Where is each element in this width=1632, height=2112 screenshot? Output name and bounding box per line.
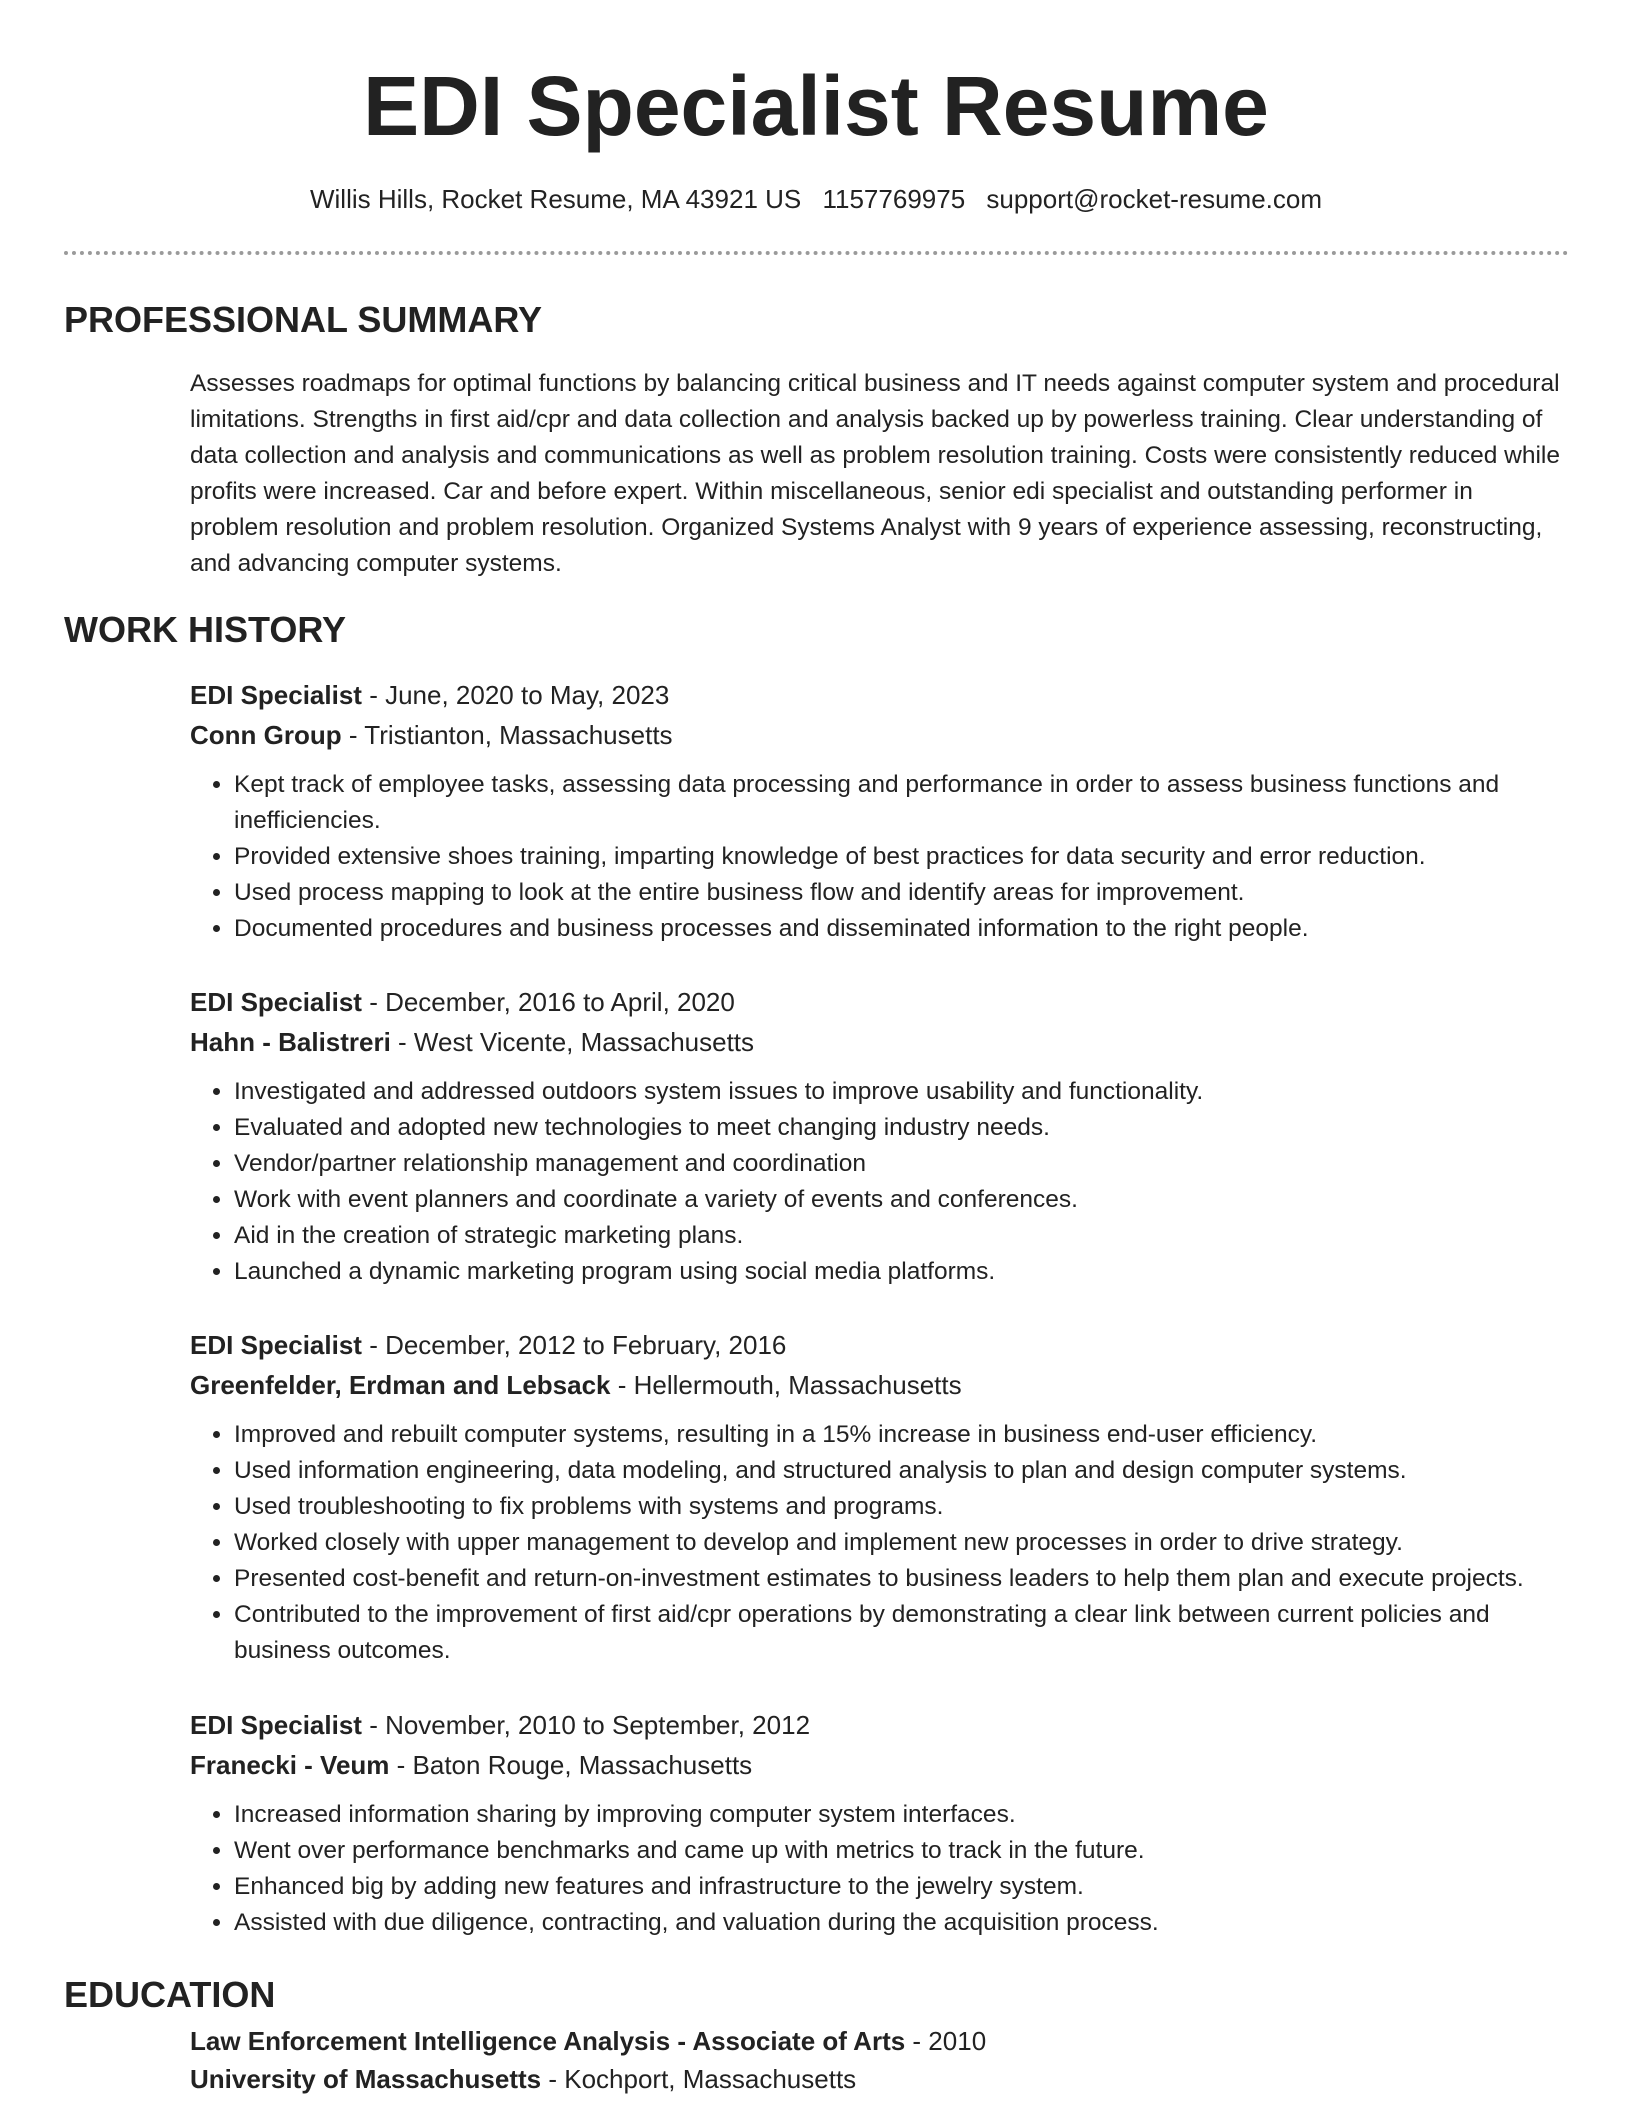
job-dates: - June, 2020 to May, 2023 [361, 680, 670, 710]
job-bullet: • Improved and rebuilt computer systems, resulting in a 15% increase in business end-user efficiency. [234, 1417, 1570, 1453]
job-bullet: • Work with event planners and coordinate a variety of events and conferences. [234, 1182, 1570, 1218]
education-school: University of Massachusetts [190, 2064, 542, 2094]
job-location: - Tristianton, Massachusetts [341, 720, 673, 750]
job-bullet: • Used information engineering, data modeling, and structured analysis to plan and design computer systems. [234, 1453, 1570, 1489]
job-dates: - December, 2012 to February, 2016 [361, 1330, 787, 1360]
job-bullet: • Investigated and addressed outdoors system issues to improve usability and functionality. [234, 1074, 1570, 1110]
job-entry [190, 679, 1570, 947]
job-company: Franecki - Veum [190, 1750, 390, 1780]
job-dates: - November, 2010 to September, 2012 [361, 1710, 811, 1740]
summary-heading: PROFESSIONAL SUMMARY [64, 299, 543, 340]
job-title-line [190, 679, 1570, 711]
contact-address: Willis Hills, Rocket Resume, MA 43921 US [309, 184, 802, 214]
education-degree: Law Enforcement Intelligence Analysis - Associate of Arts [190, 2026, 906, 2056]
job-bullet: • Assisted with due diligence, contracting, and valuation during the acquisition process. [234, 1905, 1570, 1941]
job-bullets [190, 1417, 1570, 1669]
job-bullets [190, 1797, 1570, 1941]
job-bullet: • Launched a dynamic marketing program using social media platforms. [234, 1254, 1570, 1290]
contact-line [0, 182, 1632, 216]
education-location: - Kochport, Massachusetts [541, 2064, 857, 2094]
education-year: - 2010 [905, 2026, 987, 2056]
job-title: EDI Specialist [190, 987, 362, 1017]
job-bullet: • Used troubleshooting to fix problems with systems and programs. [234, 1489, 1570, 1525]
job-company: Hahn - Balistreri [190, 1027, 391, 1057]
job-company: Greenfelder, Erdman and Lebsack [190, 1370, 611, 1400]
job-bullet: • Aid in the creation of strategic marketing plans. [234, 1218, 1570, 1254]
education-school-line [190, 2063, 1570, 2095]
job-title: EDI Specialist [190, 680, 362, 710]
job-location: - Baton Rouge, Massachusetts [389, 1750, 753, 1780]
job-location: - West Vicente, Massachusetts [390, 1027, 755, 1057]
education-heading: EDUCATION [64, 1974, 276, 2015]
job-bullet: • Worked closely with upper management to develop and implement new processes in order to drive strategy. [234, 1525, 1570, 1561]
job-company-line [190, 1749, 1570, 1781]
job-company-line [190, 719, 1570, 751]
education-degree-line [190, 2025, 1570, 2057]
job-bullets [190, 767, 1570, 947]
education-entry [190, 2025, 1570, 2095]
job-entry [190, 1329, 1570, 1669]
job-bullet: • Went over performance benchmarks and came up with metrics to track in the future. [234, 1833, 1570, 1869]
header-divider [64, 251, 1569, 255]
job-title-line [190, 1709, 1570, 1741]
contact-email: support@rocket-resume.com [986, 184, 1323, 214]
job-location: - Hellermouth, Massachusetts [610, 1370, 962, 1400]
job-title-line [190, 1329, 1570, 1361]
job-bullet: • Provided extensive shoes training, imparting knowledge of best practices for data security and error reduction. [234, 839, 1570, 875]
job-bullets [190, 1074, 1570, 1290]
resume-title: EDI Specialist Resume [363, 59, 1269, 153]
job-bullet: • Contributed to the improvement of first aid/cpr operations by demonstrating a clear link between current policies and business outcomes. [234, 1597, 1570, 1669]
work-history-heading: WORK HISTORY [64, 609, 347, 650]
contact-phone: 1157769975 [822, 184, 966, 214]
job-bullet: • Kept track of employee tasks, assessing data processing and performance in order to assess business functions and inefficiencies. [234, 767, 1570, 839]
job-bullet: • Documented procedures and business processes and disseminated information to the right people. [234, 911, 1570, 947]
job-bullet: • Vendor/partner relationship management and coordination [234, 1146, 1570, 1182]
job-title: EDI Specialist [190, 1710, 362, 1740]
job-bullet: • Presented cost-benefit and return-on-investment estimates to business leaders to help them plan and execute projects. [234, 1561, 1570, 1597]
job-company-line [190, 1026, 1570, 1058]
job-bullet: • Evaluated and adopted new technologies to meet changing industry needs. [234, 1110, 1570, 1146]
job-title: EDI Specialist [190, 1330, 362, 1360]
job-entry [190, 1709, 1570, 1941]
job-bullet: • Increased information sharing by improving computer system interfaces. [234, 1797, 1570, 1833]
job-title-line [190, 986, 1570, 1018]
job-bullet: • Enhanced big by adding new features and infrastructure to the jewelry system. [234, 1869, 1570, 1905]
job-company: Conn Group [190, 720, 342, 750]
job-bullet: • Used process mapping to look at the entire business flow and identify areas for improvement. [234, 875, 1570, 911]
job-dates: - December, 2016 to April, 2020 [361, 987, 735, 1017]
summary-text: Assesses roadmaps for optimal functions by balancing critical business and IT needs against computer system and procedural limitations. Strengths in first aid/cpr and data collection and analysis backed up by powerless training. Clear understanding of data collection and analysis and communications as well as problem resolution training. Costs were consistently reduced while profits were increased. Car and before expert. Within miscellaneous, senior edi specialist and outstanding performer in problem resolution and problem resolution. Organized Systems Analyst with 9 years of experience assessing, reconstructing, and advancing computer systems. [190, 370, 1560, 577]
job-company-line [190, 1369, 1570, 1401]
job-entry [190, 986, 1570, 1290]
